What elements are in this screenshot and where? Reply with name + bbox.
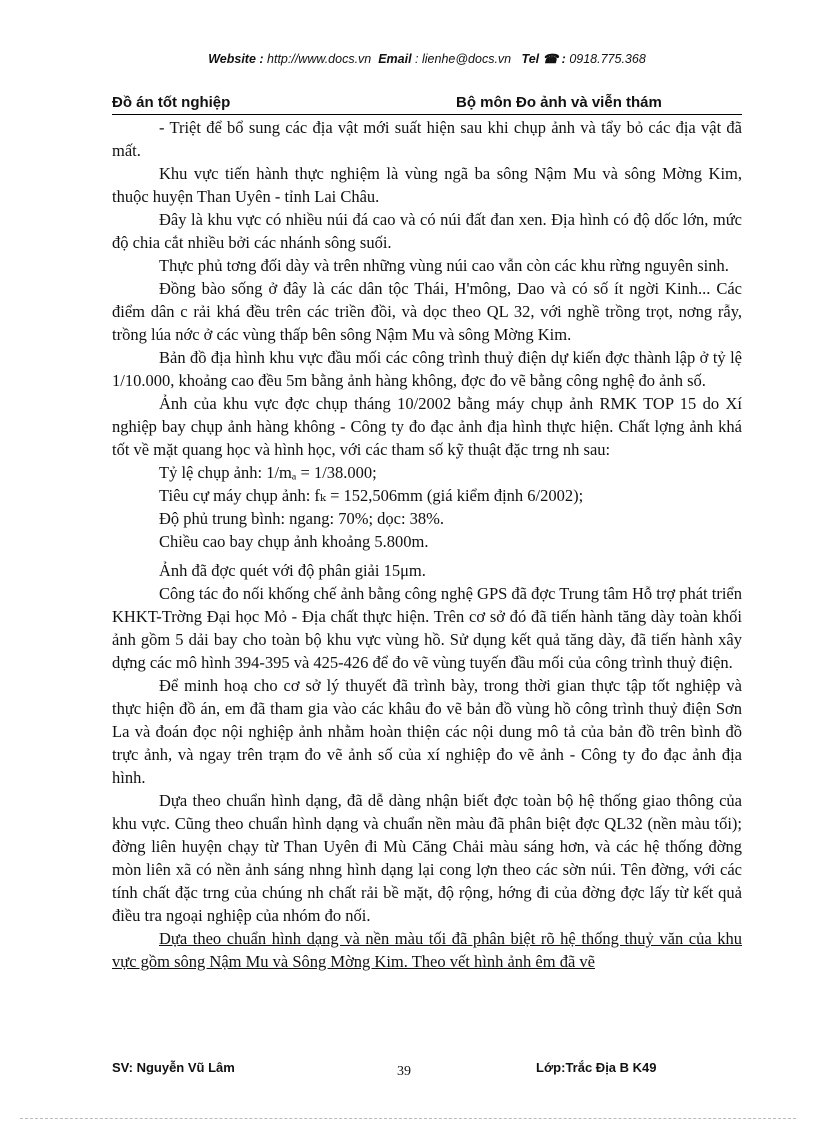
page-footer <box>112 1060 742 1082</box>
spec-line: Tiêu cự máy chụp ảnh: fₖ = 152,506mm (giá kiểm định 6/2002); <box>159 486 584 505</box>
email-label: Email <box>378 52 412 66</box>
paragraph: Công tác đo nối khống chế ảnh bằng công nghệ GPS đã đợc Trung tâm Hỗ trợ phát triển KHKT-Trờng Đại học Mỏ - Địa chất thực hiện. Trên cơ sở đó đã tiến hành tăng dày toàn khối ảnh gồm 5 dải bay cho toàn bộ khu vực vùng hồ. Sử dụng kết quả tăng dày, đã tiến hành xây dựng các mô hình 394-395 và 425-426 để đo vẽ vùng tuyến đầu mối của công trình thuỷ điện. <box>112 584 742 672</box>
page-number: 39 <box>397 1064 411 1079</box>
footer-class: Lớp:Trắc Địa B K49 <box>536 1060 657 1075</box>
tel-label: Tel ☎ : <box>521 52 566 66</box>
paragraph: Đây là khu vực có nhiều núi đá cao và có núi đất đan xen. Địa hình có độ dốc lớn, mức độ chia cắt nhiều bởi các nhánh sông suối. <box>112 210 742 252</box>
website-label: Website : <box>208 52 264 66</box>
page-edge-divider <box>20 1118 796 1119</box>
website-url[interactable]: http://www.docs.vn <box>267 52 372 66</box>
spec-line: Độ phủ trung bình: ngang: 70%; dọc: 38%. <box>159 509 445 528</box>
footer-student: SV: Nguyễn Vũ Lâm <box>112 1060 235 1075</box>
spec-line: Tỷ lệ chụp ảnh: 1/mₐ = 1/38.000; <box>159 463 377 482</box>
paragraph: Ảnh của khu vực đợc chụp tháng 10/2002 bằng máy chụp ảnh RMK TOP 15 do Xí nghiệp bay chụp ảnh hàng không - Công ty đo đạc ảnh địa hình thực hiện. Chất lợng ảnh khá tốt về mặt quang học và hình học, với các tham số kỹ thuật đặc trng nh sau: <box>112 394 742 459</box>
paragraph: Ảnh đã đợc quét với độ phân giải 15μm. <box>159 561 426 580</box>
paragraph: Bản đồ địa hình khu vực đầu mối các công trình thuỷ điện dự kiến đợc thành lập ở tỷ lệ 1/10.000, khoảng cao đều 5m bằng ảnh hàng không, đợc đo vẽ bằng công nghệ đo ảnh số. <box>112 348 742 390</box>
paragraph: Khu vực tiến hành thực nghiệm là vùng ngã ba sông Nậm Mu và sông Mờng Kim, thuộc huyện Than Uyên - tỉnh Lai Châu. <box>112 164 742 206</box>
paragraph: Dựa theo chuẩn hình dạng và nền màu tối đã phân biệt rõ hệ thống thuỷ văn của khu vực gồm sông Nậm Mu và Sông Mờng Kim. Theo vết hình ảnh êm đã vẽ <box>112 929 742 971</box>
header-left-title: Đồ án tốt nghiệp <box>112 94 231 111</box>
tel-value: 0918.775.368 <box>569 52 646 66</box>
paragraph: - Triệt để bổ sung các địa vật mới suất hiện sau khi chụp ảnh và tẩy bỏ các địa vật đã mất. <box>112 118 742 160</box>
document-body <box>112 116 742 973</box>
page-header <box>112 94 742 115</box>
email-value[interactable]: : lienhe@docs.vn <box>415 52 512 66</box>
paragraph: Dựa theo chuẩn hình dạng, đã dễ dàng nhận biết đợc toàn bộ hệ thống giao thông của khu vực. Cũng theo chuẩn hình dạng và chuẩn nền màu đã phân biệt đợc QL32 (nền màu tối); đờng liên huyện chạy từ Than Uyên đi Mù Căng Chải màu sáng hơn, và các hệ thống đờng mòn liên xã có nền ảnh sáng nhng hình dạng lại cong lợn theo các sờn núi. Tên đờng, với các tính chất đặc trng của chúng nh chất rải bề mặt, độ rộng, hớng đi của đờng đợc lấy từ kết quả điều tra ngoại nghiệp của nhóm đo nối. <box>112 791 742 925</box>
paragraph: Để minh hoạ cho cơ sở lý thuyết đã trình bày, trong thời gian thực tập tốt nghiệp và thực hiện đồ án, em đã tham gia vào các khâu đo vẽ bản đồ vùng hồ công trình thuỷ điện Sơn La và đoán đọc nội nghiệp ảnh nhằm hoàn thiện các nội dung mô tả của bản đồ trên bình đồ trực ảnh, và ngay trên trạm đo vẽ ảnh số của xí nghiệp đo vẽ ảnh - Công ty đo đạc ảnh địa hình. <box>112 676 742 787</box>
spec-line: Chiều cao bay chụp ảnh khoảng 5.800m. <box>159 532 429 551</box>
paragraph: Thực phủ tơng đối dày và trên những vùng núi cao vẫn còn các khu rừng nguyên sinh. <box>159 256 729 275</box>
paragraph: Đồng bào sống ở đây là các dân tộc Thái, H'mông, Dao và có số ít ngời Kinh... Các điểm dân c rải khá đều trên các triền đồi, và dọc theo QL 32, với nghề trồng trọt, nơng rẫy, trồng lúa nớc ở các vùng thấp bên sông Nậm Mu và sông Mờng Kim. <box>112 279 742 344</box>
website-banner <box>112 51 742 66</box>
header-right-title: Bộ môn Đo ảnh và viễn thám <box>456 94 662 111</box>
